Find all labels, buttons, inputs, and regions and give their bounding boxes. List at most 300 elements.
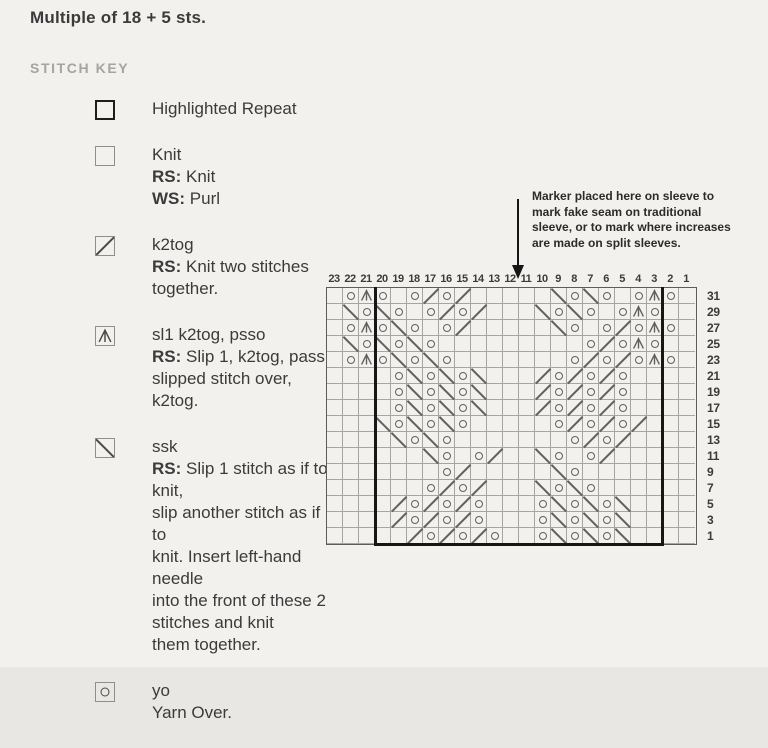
chart-cell [599,416,615,432]
chart-cell [647,512,663,528]
chart-cell [343,288,359,304]
chart-cell [407,464,423,480]
yo-icon [571,532,579,540]
k2tog-icon [391,496,407,512]
yo-icon [555,404,563,412]
chart-cell [519,320,535,336]
chart-cell [615,288,631,304]
key-item-text [152,324,330,412]
chart-cell [327,416,343,432]
chart-cell [567,448,583,464]
ssk-icon [343,336,359,352]
lace-chart [326,271,720,545]
chart-cell [567,432,583,448]
yo-icon [539,500,547,508]
chart-row [327,320,696,336]
sl1-k2tog-psso-icon [96,327,114,345]
key-item-name: ssk [152,437,178,456]
chart-row [327,512,696,528]
key-item-yo [30,680,330,724]
ssk-icon [615,528,631,544]
yo-icon [571,356,579,364]
sl1-k2tog-psso-icon [647,352,662,367]
k2tog-icon [455,496,471,512]
chart-row-labels [707,288,720,544]
chart-cell [503,512,519,528]
ssk-icon [423,432,439,448]
chart-cell [471,352,487,368]
chart-cell [471,480,487,496]
chart-cell [567,304,583,320]
chart-cell [615,368,631,384]
k2tog-icon [599,336,615,352]
chart-cell [583,480,599,496]
chart-cell [551,368,567,384]
chart-cell [647,352,663,368]
ssk-icon [391,352,407,368]
column-header: 18 [408,273,420,285]
chart-cell [599,432,615,448]
chart-cell [423,304,439,320]
ssk-icon [439,368,455,384]
yo-icon [555,452,563,460]
chart-column-headers [326,271,697,287]
chart-cell [663,496,679,512]
yo-icon [395,404,403,412]
chart-cell [679,336,695,352]
chart-cell [487,512,503,528]
yo-icon [539,532,547,540]
key-item-name: Knit [152,145,182,164]
chart-cell [327,352,343,368]
chart-cell [631,416,647,432]
chart-cell [647,464,663,480]
key-symbol-repeat-box [95,100,115,120]
chart-row [327,432,696,448]
chart-cell [455,352,471,368]
chart-cell [455,304,471,320]
chart-cell [631,288,647,304]
chart-cell [439,512,455,528]
chart-cell [599,480,615,496]
chart-cell [471,368,487,384]
chart-cell [455,368,471,384]
chart-cell [471,416,487,432]
chart-cell [439,448,455,464]
yo-icon [603,356,611,364]
chart-cell [343,496,359,512]
yo-icon [347,324,355,332]
k2tog-icon [583,352,599,368]
k2tog-icon [471,528,487,544]
chart-cell [551,352,567,368]
chart-cell [583,496,599,512]
key-symbol-knit-box [95,146,115,166]
chart-cell [535,320,551,336]
chart-cell [327,512,343,528]
chart-cell [359,496,375,512]
chart-cell [599,304,615,320]
marker-annotation [532,189,742,251]
ssk-icon [583,512,599,528]
yo-icon [571,500,579,508]
chart-cell [599,528,615,544]
chart-cell [343,368,359,384]
chart-cell [663,336,679,352]
chart-cell [327,496,343,512]
k2tog-icon [567,368,583,384]
ssk-icon [535,304,551,320]
chart-cell [487,288,503,304]
yo-icon [587,484,595,492]
chart-cell [391,496,407,512]
chart-cell [567,512,583,528]
yo-icon [571,436,579,444]
chart-cell [423,432,439,448]
chart-cell [519,336,535,352]
chart-cell [439,528,455,544]
chart-cell [615,320,631,336]
chart-cell [439,384,455,400]
yo-icon [491,532,499,540]
yo-icon [427,404,435,412]
key-symbol-yo-box [95,682,115,702]
chart-cell [519,352,535,368]
chart-cell [615,496,631,512]
yo-icon [651,308,659,316]
column-header: 2 [667,273,673,285]
chart-cell [343,464,359,480]
yo-icon [363,308,371,316]
chart-cell [487,448,503,464]
chart-cell [583,368,599,384]
key-item-text [152,436,330,656]
ssk-icon [471,368,487,384]
chart-cell [471,464,487,480]
yo-icon [459,388,467,396]
ssk-icon [375,416,391,432]
chart-cell [631,432,647,448]
ssk-icon [407,336,423,352]
chart-cell [567,480,583,496]
yo-icon [395,388,403,396]
chart-cell [503,320,519,336]
chart-cell [391,304,407,320]
chart-cell [647,384,663,400]
k2tog-icon [471,480,487,496]
chart-cell [471,528,487,544]
chart-cell [615,384,631,400]
chart-cell [455,320,471,336]
ssk-icon [96,439,115,458]
chart-cell [519,480,535,496]
key-item-name: k2tog [152,235,194,254]
key-item-desc-line: Yarn Over. [152,703,232,722]
chart-cell [679,384,695,400]
k2tog-icon [615,432,631,448]
yo-icon [603,516,611,524]
column-header: 4 [635,273,641,285]
yo-icon [635,356,643,364]
multiple-note: Multiple of 18 + 5 sts. [30,8,207,27]
chart-cell [519,464,535,480]
chart-cell [615,464,631,480]
chart-cell [599,320,615,336]
yo-icon [363,340,371,348]
k2tog-icon [535,368,551,384]
ssk-icon [567,480,583,496]
column-header: 9 [555,273,561,285]
chart-cell [439,464,455,480]
yo-icon [587,420,595,428]
chart-row [327,528,696,544]
chart-cell [599,496,615,512]
chart-cell [407,320,423,336]
k2tog-icon [423,288,439,304]
key-item-ssk [30,436,330,656]
yo-icon [347,356,355,364]
chart-cell [327,288,343,304]
chart-cell [599,368,615,384]
chart-cell [535,528,551,544]
row-label: 25 [707,337,720,351]
chart-cell [679,464,695,480]
chart-row [327,384,696,400]
chart-cell [663,288,679,304]
chart-row [327,304,696,320]
k2tog-icon [423,496,439,512]
chart-cell [663,464,679,480]
chart-cell [343,416,359,432]
yo-icon [427,308,435,316]
chart-cell [375,320,391,336]
chart-cell [631,480,647,496]
chart-cell [663,400,679,416]
chart-cell [583,384,599,400]
chart-cell [359,512,375,528]
chart-cell [375,496,391,512]
yo-icon [459,532,467,540]
chart-cell [551,320,567,336]
ssk-icon [439,384,455,400]
chart-cell [327,432,343,448]
yo-icon [427,484,435,492]
ssk-icon [583,528,599,544]
chart-cell [439,400,455,416]
chart-cell [375,336,391,352]
sl1-k2tog-psso-icon [359,352,374,367]
chart-cell [535,512,551,528]
chart-cell [679,528,695,544]
chart-cell [631,304,647,320]
column-header: 5 [619,273,625,285]
yo-icon [571,468,579,476]
yo-icon [443,452,451,460]
yo-icon [555,420,563,428]
yo-icon [587,404,595,412]
yo-icon [587,340,595,348]
ssk-icon [391,432,407,448]
chart-cell [391,400,407,416]
chart-cell [455,400,471,416]
chart-cell [519,512,535,528]
ssk-icon [551,528,567,544]
key-item-name: Highlighted Repeat [152,99,297,118]
chart-cell [679,416,695,432]
chart-cell [535,480,551,496]
chart-cell [519,384,535,400]
chart-cell [327,528,343,544]
chart-cell [487,336,503,352]
chart-cell [647,416,663,432]
chart-cell [631,528,647,544]
chart-cell [423,320,439,336]
chart-cell [551,528,567,544]
chart-cell [535,416,551,432]
yo-icon [443,356,451,364]
key-item-knit [30,144,330,210]
ssk-icon [535,448,551,464]
chart-cell [663,368,679,384]
chart-cell [423,464,439,480]
chart-cell [599,448,615,464]
stitch-key-list [30,98,330,724]
chart-cell [663,480,679,496]
chart-cell [455,528,471,544]
column-header: 7 [587,273,593,285]
chart-cell [647,336,663,352]
sl1-k2tog-psso-icon [359,320,374,335]
ssk-icon [407,400,423,416]
chart-cell [551,464,567,480]
chart-cell [503,336,519,352]
chart-cell [679,432,695,448]
chart-cell [583,512,599,528]
column-header: 11 [520,273,532,285]
chart-cell [407,288,423,304]
k2tog-icon [599,400,615,416]
chart-cell [519,496,535,512]
chart-cell [343,336,359,352]
column-header: 23 [328,273,340,285]
chart-cell [679,288,695,304]
chart-cell [647,288,663,304]
chart-cell [519,368,535,384]
chart-cell [583,528,599,544]
chart-cell [615,528,631,544]
chart-cell [503,288,519,304]
yo-icon [635,292,643,300]
key-item-desc-line: RS: Slip 1, k2tog, pass [152,347,325,366]
left-column [30,8,330,748]
chart-cell [567,336,583,352]
yo-icon [667,292,675,300]
yo-icon [571,516,579,524]
chart-cell [679,304,695,320]
key-item-desc-line: together. [152,279,219,298]
key-item-name: yo [152,681,170,700]
column-header: 15 [456,273,468,285]
yo-icon [539,516,547,524]
ssk-icon [375,336,391,352]
yo-icon [667,324,675,332]
yo-icon [555,388,563,396]
chart-cell [631,496,647,512]
chart-cell [551,480,567,496]
yo-icon [603,292,611,300]
chart-cell [375,352,391,368]
yo-icon [443,436,451,444]
chart-cell [407,384,423,400]
chart-cell [455,416,471,432]
chart-cell [535,304,551,320]
chart-cell [535,432,551,448]
chart-cell [391,512,407,528]
row-label: 11 [707,449,720,463]
chart-cell [631,368,647,384]
yo-icon [379,356,387,364]
chart-cell [391,352,407,368]
row-label: 17 [707,401,720,415]
chart-cell [535,400,551,416]
chart-row [327,288,696,304]
chart-cell [359,448,375,464]
chart-cell [407,496,423,512]
chart-cell [375,368,391,384]
chart-cell [503,352,519,368]
chart-cell [535,448,551,464]
chart-cell [615,400,631,416]
chart-cell [471,448,487,464]
chart-cell [423,496,439,512]
chart-cell [583,320,599,336]
k2tog-icon [599,384,615,400]
chart-cell [439,368,455,384]
chart-cell [359,384,375,400]
sl1-k2tog-psso-icon [359,288,374,303]
chart-cell [407,336,423,352]
yo-icon [555,308,563,316]
chart-cell [407,416,423,432]
ssk-icon [439,416,455,432]
k2tog-icon [567,400,583,416]
chart-cell [599,512,615,528]
chart-cell [471,384,487,400]
chart-cell [471,496,487,512]
chart-cell [423,512,439,528]
key-item-desc-line: knit. Insert left-hand needle [152,547,302,588]
chart-cell [343,528,359,544]
chart-cell [535,352,551,368]
chart-cell [439,304,455,320]
chart-cell [343,304,359,320]
yo-icon [651,340,659,348]
chart-cell [487,384,503,400]
chart-cell [455,464,471,480]
ssk-icon [439,400,455,416]
chart-cell [375,480,391,496]
chart-cell [455,496,471,512]
yo-icon [603,500,611,508]
yo-icon [395,308,403,316]
chart-row [327,400,696,416]
chart-cell [471,512,487,528]
chart-cell [359,528,375,544]
chart-cell [679,480,695,496]
chart-cell [487,464,503,480]
chart-cell [455,432,471,448]
chart-cell [439,480,455,496]
